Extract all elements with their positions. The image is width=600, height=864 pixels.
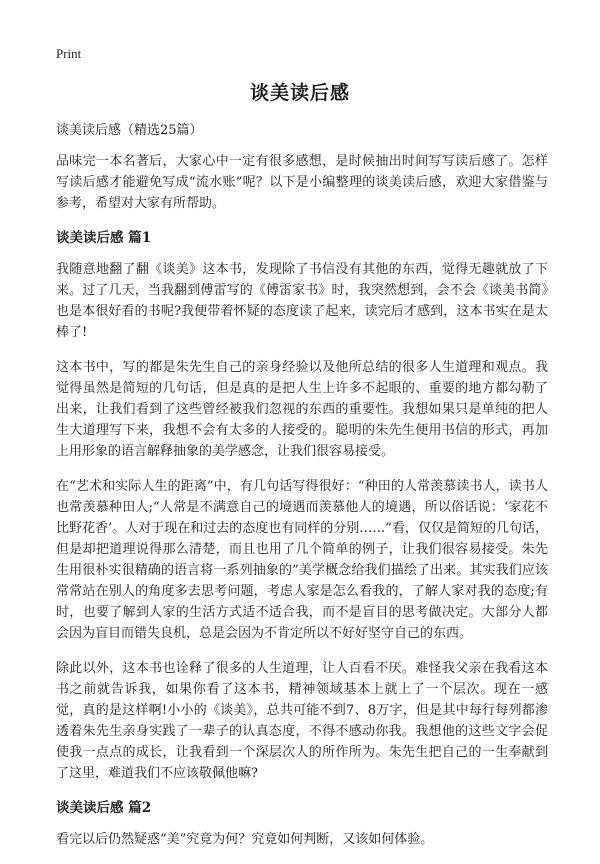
- print-link[interactable]: Print: [56, 46, 82, 61]
- article-body: [56, 120, 548, 864]
- section-paragraph: 这本书中，写的都是朱先生自己的亲身经验以及他所总结的很多人生道理和观点。我觉得虽然是简短的几句话，但是真的是把人生上许多不起眼的、重要的地方都勾勒了出来，让我们看到了这些曾经被我们忽视的东西的重要性。我想如果只是单纯的把人生大道理写下来，我想不会有太多的人接受的。聪明的朱先生便用书信的形式，再加上用形象的语言解释抽象的美学感念，让我们很容易接受。: [56, 360, 548, 459]
- section-paragraph: 除此以外，这本书也诠释了很多的人生道理，让人百看不厌。难怪我父亲在我看这本书之前就告诉我，如果你看了这本书，精神领域基本上就上了一个层次。现在一感觉，真的是这样啊!小小的《谈美》，总共可能不到7、8万字，但是其中每行每列都渗透着朱先生亲身实践了一辈子的认真态度，不得不感动你我。我想他的这些文字会促使我一点点的成长，让我看到一个深层次人的所作所为。朱先生把自己的一生奉献到了这里，难道我们不应该敬佩他嘛?: [56, 661, 548, 781]
- section-paragraph: 在“艺术和实际人生的距离”中，有几句话写得很好：“种田的人常羡慕读书人，读书人也常羡慕种田人;“人常是不满意自己的境遇而羡慕他人的境遇，所以俗话说：‘家花不比野花香’。人对于现在和过去的态度也有同样的分别……”看，仅仅是简短的几句话，但是却把道理说得那么清楚，而且也用了几个简单的例子，让我们很容易接受。朱先生用很朴实很精确的语言将一系列抽象的”美学概念给我们描绘了出来。其实我们应该常常站在别人的角度多去思考问题，考虑人家是怎么看我的，了解人家对我的态度;有时，也要了解到人家的生活方式适不适合我，而不是盲目的思考做决定。大部分人都会因为盲目而错失良机，总是会因为不肯定所以不好好坚守自己的东西。: [56, 479, 548, 641]
- article-subtitle: 谈美读后感（精选25篇）: [56, 123, 203, 138]
- intro-paragraph: 品味完一本名著后，大家心中一定有很多感想，是时候抽出时间写写读后感了。怎样写读后感才能避免写成“流水账”呢？以下是小编整理的谈美读后感，欢迎大家借鉴与参考，希望对大家有所帮助。: [56, 154, 548, 211]
- section-heading: 谈美读后感 篇1: [56, 230, 152, 246]
- page-title: 谈美读后感: [249, 82, 350, 104]
- section-paragraph: 我随意地翻了翻《谈美》这本书，发现除了书信没有其他的东西，觉得无趣就放了下来。过了几天，当我翻到傅雷写的《傅雷家书》时，我突然想到，会不会《谈美书简》也是本很好看的书呢?我便带着怀疑的态度读了起来，读完后才感到，这本书实在是太棒了!: [56, 262, 548, 340]
- section-heading: 谈美读后感 篇2: [56, 800, 152, 816]
- section-paragraph: 看完以后仍然疑惑“美”究竟为何？究竟如何判断，又该如何体验。: [56, 832, 434, 847]
